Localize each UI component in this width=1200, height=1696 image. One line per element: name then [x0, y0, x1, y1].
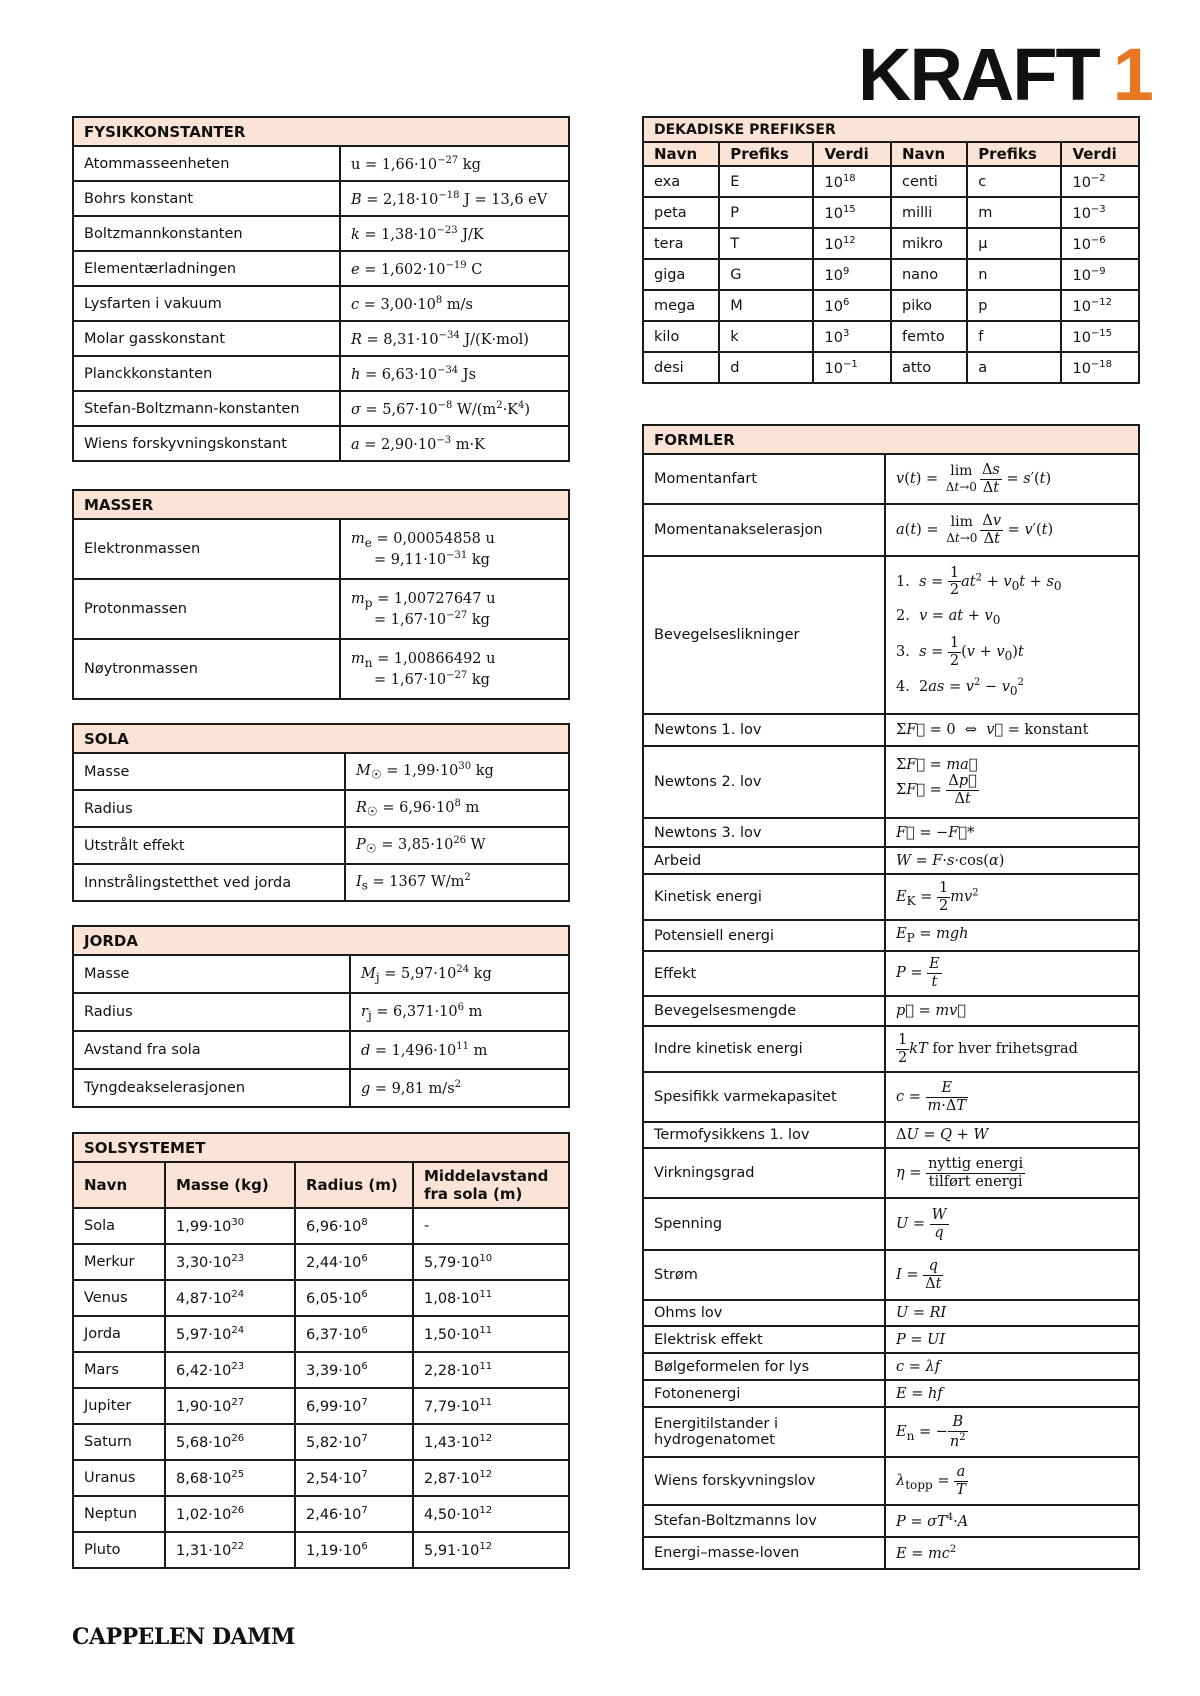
formula-value: $\frac{1}{2}$ kT for hver frihetsgrad [885, 1026, 1139, 1072]
constant-value: $R = 8,31\cdot 10^{-34}$ J/(K·mol) [340, 321, 569, 356]
planet-mass: $8,68\cdot 10^{25}$ [165, 1460, 295, 1496]
table-row [73, 1532, 569, 1568]
planet-name: Sola [73, 1208, 165, 1244]
prefix-symbol: G [719, 259, 813, 290]
constant-label: Elementærladningen [73, 251, 340, 286]
table-row [643, 228, 1139, 259]
formula-label: Termofysikkens 1. lov [643, 1122, 885, 1148]
column-header: Radius (m) [295, 1162, 413, 1208]
table-row [73, 1496, 569, 1532]
sola-table [72, 723, 570, 902]
sun-value: $R_☉ = 6,96\cdot 10^8$ m [345, 790, 569, 827]
prefix-name: desi [643, 352, 719, 383]
planet-mass: $3,30\cdot 10^{23}$ [165, 1244, 295, 1280]
formula-value: $E = mc^2$ [885, 1537, 1139, 1569]
planet-distance: $1,50\cdot 10^{11}$ [413, 1316, 569, 1352]
formula-value: F⃗ = −F⃗* [885, 818, 1139, 847]
formula-label: Wiens forskyvningslov [643, 1457, 885, 1505]
prefikser-table [642, 116, 1140, 384]
planet-mass: $6,42\cdot 10^{23}$ [165, 1352, 295, 1388]
planet-name: Jupiter [73, 1388, 165, 1424]
prefix-symbol: p [967, 290, 1061, 321]
masser-table [72, 489, 570, 700]
prefix-symbol: M [719, 290, 813, 321]
table-row [643, 321, 1139, 352]
earth-label: Tyngdeakselerasjonen [73, 1069, 350, 1107]
planet-distance: $5,79\cdot 10^{10}$ [413, 1244, 569, 1280]
planet-mass: $1,31\cdot 10^{22}$ [165, 1532, 295, 1568]
fysikkonstanter-title: FYSIKKONSTANTER [73, 117, 569, 146]
prefix-name: peta [643, 197, 719, 228]
formula-label: Potensiell energi [643, 920, 885, 951]
planet-radius: $2,54\cdot 10^7$ [295, 1460, 413, 1496]
planet-mass: $5,97\cdot 10^{24}$ [165, 1316, 295, 1352]
earth-value: $r_j = 6,371\cdot 10^6$ m [350, 993, 569, 1031]
prefix-value: $10^{-12}$ [1061, 290, 1139, 321]
formler-table [642, 424, 1140, 1570]
formula-value: P = $\frac{E}{t}$ [885, 951, 1139, 996]
formula-value: ΣF⃗ = ma⃗ ΣF⃗ = $\frac{\Delta p⃗}{\Delta t}$ [885, 746, 1139, 818]
prefix-value: $10^{-18}$ [1061, 352, 1139, 383]
planet-radius: $3,39\cdot 10^6$ [295, 1352, 413, 1388]
formula-label: Newtons 2. lov [643, 746, 885, 818]
constant-value: $u = 1,66\cdot 10^{-27}$ kg [340, 146, 569, 181]
constant-value: $\sigma = 5,67\cdot 10^{-8}$ $W/(m^2\cdot K^4)$ [340, 391, 569, 426]
sola-title: SOLA [73, 724, 569, 753]
masser-title: MASSER [73, 490, 569, 519]
column-header: Navn [643, 142, 719, 166]
formula-label: Bevegelseslikninger [643, 556, 885, 714]
jorda-table [72, 925, 570, 1108]
prefix-value: $10^{-15}$ [1061, 321, 1139, 352]
formula-value: U = $\frac{W}{q}$ [885, 1198, 1139, 1250]
formula-value: $E_n$ = − $\frac{B}{n^2}$ [885, 1407, 1139, 1457]
planet-radius: $2,44\cdot 10^6$ [295, 1244, 413, 1280]
prefix-name: piko [891, 290, 967, 321]
formula-value: p⃗ = mv⃗ [885, 996, 1139, 1026]
formula-label: Kinetisk energi [643, 874, 885, 920]
formula-label: Newtons 1. lov [643, 714, 885, 746]
constant-value: $c = 3,00\cdot 10^8$ m/s [340, 286, 569, 321]
formula-value: 1. s = $\frac{1}{2}$ $at^2 + v_0t + s_0$ 2. v = at + $v_0$ 3. s = $\frac{1}{2}$ $(v + v_0)t$ 4. $2as = v^2 - v_0^2$ [885, 556, 1139, 714]
mass-value: $m_e = 0,00054858$ u = $9,11\cdot 10^{-31}$ kg [340, 519, 569, 579]
prefix-value: $10^9$ [813, 259, 891, 290]
kraft-logo: KRAFT 1 [858, 33, 1152, 116]
prefix-name: atto [891, 352, 967, 383]
column-header: Prefiks [719, 142, 813, 166]
formula-label: Momentanakselerasjon [643, 504, 885, 556]
sun-value: $I_s = 1367$ $W/m^2$ [345, 864, 569, 901]
constant-value: $h = 6,63\cdot 10^{-34}$ Js [340, 356, 569, 391]
sun-value: $M_☉ = 1,99\cdot 10^{30}$ kg [345, 753, 569, 790]
prefix-name: giga [643, 259, 719, 290]
prefix-name: femto [891, 321, 967, 352]
formula-value: $E_P$ = mgh [885, 920, 1139, 951]
formula-value: c = $\frac{E}{m\cdot\Delta T}$ [885, 1072, 1139, 1122]
formula-label: Arbeid [643, 847, 885, 874]
mass-label: Protonmassen [73, 579, 340, 639]
constant-label: Wiens forskyvningskonstant [73, 426, 340, 461]
planet-name: Pluto [73, 1532, 165, 1568]
prefix-value: $10^3$ [813, 321, 891, 352]
planet-radius: $1,19\cdot 10^6$ [295, 1532, 413, 1568]
table-row [73, 1460, 569, 1496]
earth-value: $d = 1,496\cdot 10^{11}$ m [350, 1031, 569, 1069]
earth-value: $M_j = 5,97\cdot 10^{24}$ kg [350, 955, 569, 993]
mass-value: $m_p = 1,00727647$ u = $1,67\cdot 10^{-27}$ kg [340, 579, 569, 639]
solsystemet-table [72, 1132, 570, 1569]
formula-label: Effekt [643, 951, 885, 996]
planet-mass: $1,99\cdot 10^{30}$ [165, 1208, 295, 1244]
constant-label: Lysfarten i vakuum [73, 286, 340, 321]
constant-value: $e = 1,602\cdot 10^{-19}$ C [340, 251, 569, 286]
formula-value: $E_K$ = $\frac{1}{2}$ $mv^2$ [885, 874, 1139, 920]
prefix-symbol: P [719, 197, 813, 228]
formula-value: ΣF⃗ = 0 ⇔ v⃗ = konstant [885, 714, 1139, 746]
formula-value: v(t) = lim Δt→0 $\frac{\Delta s}{\Delta t}$ = s′(t) [885, 454, 1139, 504]
prefix-value: $10^6$ [813, 290, 891, 321]
formula-label: Stefan-Boltzmanns lov [643, 1505, 885, 1537]
table-row [73, 1280, 569, 1316]
solsystemet-title: SOLSYSTEMET [73, 1133, 569, 1162]
planet-distance: $5,91\cdot 10^{12}$ [413, 1532, 569, 1568]
column-header: Navn [891, 142, 967, 166]
prefix-symbol: c [967, 166, 1061, 197]
formula-label: Energi–masse-loven [643, 1537, 885, 1569]
earth-label: Radius [73, 993, 350, 1031]
formula-label: Bølgeformelen for lys [643, 1353, 885, 1380]
sun-value: $P_☉ = 3,85\cdot 10^{26}$ W [345, 827, 569, 864]
planet-radius: $6,05\cdot 10^6$ [295, 1280, 413, 1316]
table-row [73, 1388, 569, 1424]
sun-label: Utstrålt effekt [73, 827, 345, 864]
formula-label: Newtons 3. lov [643, 818, 885, 847]
formula-label: Indre kinetisk energi [643, 1026, 885, 1072]
formula-value: P = UI [885, 1326, 1139, 1353]
prefix-value: $10^{-9}$ [1061, 259, 1139, 290]
table-row [73, 1208, 569, 1244]
earth-label: Avstand fra sola [73, 1031, 350, 1069]
formula-value: ΔU = Q + W [885, 1122, 1139, 1148]
planet-distance: $4,50\cdot 10^{12}$ [413, 1496, 569, 1532]
prefix-symbol: k [719, 321, 813, 352]
formula-label: Ohms lov [643, 1300, 885, 1326]
table-row [73, 1352, 569, 1388]
formula-value: $P = \sigma T^4\cdot A$ [885, 1505, 1139, 1537]
prefix-name: tera [643, 228, 719, 259]
planet-distance: - [413, 1208, 569, 1244]
prefix-symbol: n [967, 259, 1061, 290]
prefix-name: mega [643, 290, 719, 321]
prefix-name: kilo [643, 321, 719, 352]
constant-label: Stefan-Boltzmann-konstanten [73, 391, 340, 426]
planet-radius: $6,96\cdot 10^8$ [295, 1208, 413, 1244]
table-row [643, 197, 1139, 228]
planet-name: Jorda [73, 1316, 165, 1352]
prefix-symbol: d [719, 352, 813, 383]
planet-mass: $5,68\cdot 10^{26}$ [165, 1424, 295, 1460]
earth-value: g = 9,81 $m/s^2$ [350, 1069, 569, 1107]
planet-name: Uranus [73, 1460, 165, 1496]
planet-name: Mars [73, 1352, 165, 1388]
planet-mass: $1,90\cdot 10^{27}$ [165, 1388, 295, 1424]
formler-title: FORMLER [643, 425, 1139, 454]
planet-name: Venus [73, 1280, 165, 1316]
formula-value: a(t) = lim Δt→0 $\frac{\Delta v}{\Delta t}$ = v′(t) [885, 504, 1139, 556]
constant-label: Bohrs konstant [73, 181, 340, 216]
planet-distance: $1,43\cdot 10^{12}$ [413, 1424, 569, 1460]
prefix-value: $10^{-1}$ [813, 352, 891, 383]
prefix-value: $10^{12}$ [813, 228, 891, 259]
table-row [643, 352, 1139, 383]
prefix-value: $10^{18}$ [813, 166, 891, 197]
planet-distance: $2,87\cdot 10^{12}$ [413, 1460, 569, 1496]
formula-label: Momentanfart [643, 454, 885, 504]
column-header: Middelavstand fra sola (m) [413, 1162, 569, 1208]
prefix-value: $10^{-6}$ [1061, 228, 1139, 259]
formula-label: Spesifikk varmekapasitet [643, 1072, 885, 1122]
constant-label: Planckkonstanten [73, 356, 340, 391]
planet-name: Saturn [73, 1424, 165, 1460]
prefix-value: $10^{-2}$ [1061, 166, 1139, 197]
mass-label: Elektronmassen [73, 519, 340, 579]
formula-value: c = λf [885, 1353, 1139, 1380]
formula-value: I = $\frac{q}{\Delta t}$ [885, 1250, 1139, 1300]
sun-label: Masse [73, 753, 345, 790]
column-header: Verdi [813, 142, 891, 166]
planet-mass: $4,87\cdot 10^{24}$ [165, 1280, 295, 1316]
column-header: Masse (kg) [165, 1162, 295, 1208]
prefix-value: $10^{15}$ [813, 197, 891, 228]
prefix-value: $10^{-3}$ [1061, 197, 1139, 228]
column-header: Navn [73, 1162, 165, 1208]
planet-radius: $6,99\cdot 10^7$ [295, 1388, 413, 1424]
formula-label: Fotonenergi [643, 1380, 885, 1407]
column-header: Verdi [1061, 142, 1139, 166]
planet-name: Neptun [73, 1496, 165, 1532]
prefikser-title: DEKADISKE PREFIKSER [643, 117, 1139, 142]
constant-value: $B = 2,18\cdot 10^{-18}$ J = 13,6 eV [340, 181, 569, 216]
planet-radius: $5,82\cdot 10^7$ [295, 1424, 413, 1460]
prefix-name: centi [891, 166, 967, 197]
formula-value: E = hf [885, 1380, 1139, 1407]
planet-mass: $1,02\cdot 10^{26}$ [165, 1496, 295, 1532]
table-row [73, 1244, 569, 1280]
formula-label: Virkningsgrad [643, 1148, 885, 1198]
formula-value: W = F·s·cos(α) [885, 847, 1139, 874]
table-row [643, 259, 1139, 290]
table-row [73, 1316, 569, 1352]
planet-distance: $2,28\cdot 10^{11}$ [413, 1352, 569, 1388]
table-row [73, 1424, 569, 1460]
planet-radius: $6,37\cdot 10^6$ [295, 1316, 413, 1352]
planet-name: Merkur [73, 1244, 165, 1280]
prefix-symbol: E [719, 166, 813, 197]
constant-value: $a = 2,90\cdot 10^{-3}$ m·K [340, 426, 569, 461]
mass-value: $m_n = 1,00866492$ u = $1,67\cdot 10^{-27}$ kg [340, 639, 569, 699]
prefix-symbol: µ [967, 228, 1061, 259]
prefix-symbol: m [967, 197, 1061, 228]
jorda-title: JORDA [73, 926, 569, 955]
planet-distance: $7,79\cdot 10^{11}$ [413, 1388, 569, 1424]
constant-label: Atommasseenheten [73, 146, 340, 181]
earth-label: Masse [73, 955, 350, 993]
prefix-name: mikro [891, 228, 967, 259]
mass-label: Nøytronmassen [73, 639, 340, 699]
sun-label: Innstrålingstetthet ved jorda [73, 864, 345, 901]
constant-label: Boltzmannkonstanten [73, 216, 340, 251]
formula-value: U = RI [885, 1300, 1139, 1326]
table-row [643, 166, 1139, 197]
fysikkonstanter-table [72, 116, 570, 462]
planet-distance: $1,08\cdot 10^{11}$ [413, 1280, 569, 1316]
formula-value: η = $\frac{\text{nyttig energi}}{\text{tilført energi}}$ [885, 1148, 1139, 1198]
table-row [643, 290, 1139, 321]
cappelen-damm-logo: CAPPELEN DAMM [72, 1624, 295, 1650]
prefix-symbol: f [967, 321, 1061, 352]
planet-radius: $2,46\cdot 10^7$ [295, 1496, 413, 1532]
prefix-name: milli [891, 197, 967, 228]
prefix-name: exa [643, 166, 719, 197]
prefix-symbol: a [967, 352, 1061, 383]
sun-label: Radius [73, 790, 345, 827]
constant-label: Molar gasskonstant [73, 321, 340, 356]
formula-label: Elektrisk effekt [643, 1326, 885, 1353]
constant-value: $k = 1,38\cdot 10^{-23}$ J/K [340, 216, 569, 251]
formula-label: Spenning [643, 1198, 885, 1250]
formula-label: Energitilstander i hydrogenatomet [643, 1407, 885, 1457]
formula-value: $\lambda_{topp}$ = $\frac{a}{T}$ [885, 1457, 1139, 1505]
formula-label: Bevegelsesmengde [643, 996, 885, 1026]
prefix-name: nano [891, 259, 967, 290]
prefix-symbol: T [719, 228, 813, 259]
formula-label: Strøm [643, 1250, 885, 1300]
column-header: Prefiks [967, 142, 1061, 166]
